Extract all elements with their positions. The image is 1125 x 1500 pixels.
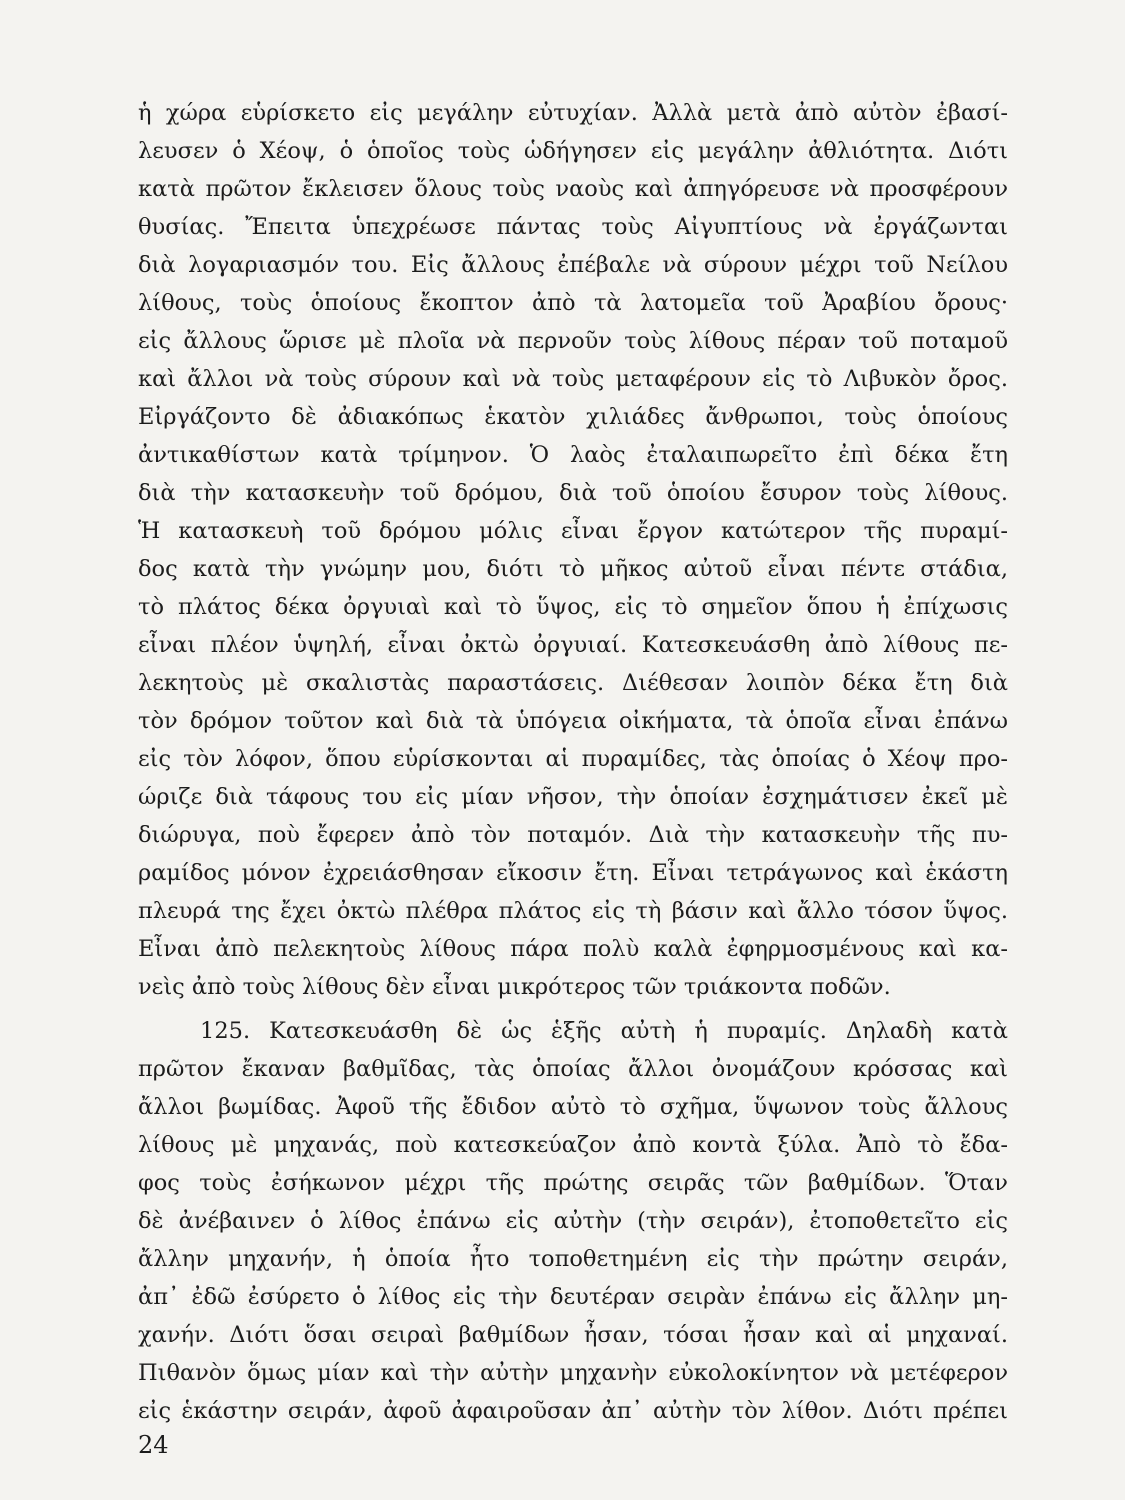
text-line: Ἡ κατασκευὴ τοῦ δρόμου μόλις εἶναι ἔργον κατώτερον τῆς πυραμί-: [138, 518, 1008, 544]
text-line: Πιθανὸν ὅμως μίαν καὶ τὴν αὐτὴν μηχανὴν εὐκολοκίνητον νὰ μετέφερον: [138, 1360, 1008, 1386]
text-line: φος τοὺς ἐσήκωνον μέχρι τῆς πρώτης σειρᾶς τῶν βαθμίδων. Ὅταν: [138, 1170, 1008, 1196]
page-number: 24: [138, 1431, 169, 1459]
text-line: Εἶναι ἀπὸ πελεκητοὺς λίθους πάρα πολὺ καλὰ ἐφηρμοσμένους καὶ κα-: [138, 936, 1008, 962]
text-line: Εἰργάζοντο δὲ ἀδιακόπως ἑκατὸν χιλιάδες ἄνθρωποι, τοὺς ὁποίους: [138, 404, 1008, 430]
text-line: εἰς ἄλλους ὥρισε μὲ πλοῖα νὰ περνοῦν τοὺς λίθους πέραν τοῦ ποταμοῦ: [138, 328, 1008, 354]
text-line: τὸ πλάτος δέκα ὀργυιαὶ καὶ τὸ ὕψος, εἰς τὸ σημεῖον ὅπου ἡ ἐπίχωσις: [138, 594, 1008, 620]
text-line: θυσίας. Ἔπειτα ὑπεχρέωσε πάντας τοὺς Αἰγυπτίους νὰ ἐργάζωνται: [138, 214, 1008, 240]
text-line: λίθους μὲ μηχανάς, ποὺ κατεσκεύαζον ἀπὸ κοντὰ ξύλα. Ἀπὸ τὸ ἔδα-: [138, 1132, 1008, 1158]
text-line: χανήν. Διότι ὅσαι σειραὶ βαθμίδων ἦσαν, τόσαι ἦσαν καὶ αἱ μηχαναί.: [138, 1322, 1008, 1348]
text-line: πλευρά της ἔχει ὀκτὼ πλέθρα πλάτος εἰς τὴ βάσιν καὶ ἄλλο τόσον ὕψος.: [138, 898, 1008, 924]
text-line: πρῶτον ἔκαναν βαθμῖδας, τὰς ὁποίας ἄλλοι ὀνομάζουν κρόσσας καὶ: [138, 1056, 1008, 1082]
paragraph-125: [138, 1012, 1008, 1430]
text-line: εἶναι πλέον ὑψηλή, εἶναι ὀκτὼ ὀργυιαί. Κατεσκευάσθη ἀπὸ λίθους πε-: [138, 632, 1008, 658]
paragraph-continued: [138, 94, 1008, 1006]
text-line: ἀπ᾽ ἐδῶ ἐσύρετο ὁ λίθος εἰς τὴν δευτέραν σειρὰν ἐπάνω εἰς ἄλλην μη-: [138, 1284, 1008, 1310]
text-line: λευσεν ὁ Χέοψ, ὁ ὁποῖος τοὺς ὡδήγησεν εἰς μεγάλην ἀθλιότητα. Διότι: [138, 138, 1008, 164]
text-line: δὲ ἀνέβαινεν ὁ λίθος ἐπάνω εἰς αὐτὴν (τὴν σειράν), ἐτοποθετεῖτο εἰς: [138, 1208, 1008, 1234]
text-line: διὰ τὴν κατασκευὴν τοῦ δρόμου, διὰ τοῦ ὁποίου ἔσυρον τοὺς λίθους.: [138, 480, 1008, 506]
text-line: ραμίδος μόνον ἐχρειάσθησαν εἴκοσιν ἔτη. Εἶναι τετράγωνος καὶ ἑκάστη: [138, 860, 1008, 886]
text-line: εἰς ἑκάστην σειράν, ἀφοῦ ἀφαιροῦσαν ἀπ᾽ αὐτὴν τὸν λίθον. Διότι πρέπει: [138, 1398, 1008, 1424]
text-line: νεὶς ἀπὸ τοὺς λίθους δὲν εἶναι μικρότερος τῶν τριάκοντα ποδῶν.: [138, 974, 891, 1000]
text-line: ἡ χώρα εὑρίσκετο εἰς μεγάλην εὐτυχίαν. Ἀλλὰ μετὰ ἀπὸ αὐτὸν ἐβασί-: [138, 100, 1008, 126]
text-line: εἰς τὸν λόφον, ὅπου εὑρίσκονται αἱ πυραμίδες, τὰς ὁποίας ὁ Χέοψ προ-: [138, 746, 1008, 772]
text-line: 125. Κατεσκευάσθη δὲ ὡς ἑξῆς αὐτὴ ἡ πυραμίς. Δηλαδὴ κατὰ: [200, 1018, 1008, 1044]
text-line: ἄλλην μηχανήν, ἡ ὁποία ἦτο τοποθετημένη εἰς τὴν πρώτην σειράν,: [138, 1246, 1008, 1272]
text-line: ώριζε διὰ τάφους του εἰς μίαν νῆσον, τὴν ὁποίαν ἐσχημάτισεν ἐκεῖ μὲ: [138, 784, 1008, 810]
text-line: ἀντικαθίστων κατὰ τρίμηνον. Ὁ λαὸς ἐταλαιπωρεῖτο ἐπὶ δέκα ἔτη: [138, 442, 1008, 468]
text-line: λεκητοὺς μὲ σκαλιστὰς παραστάσεις. Διέθεσαν λοιπὸν δέκα ἔτη διὰ: [138, 670, 1008, 696]
text-line: ἄλλοι βωμίδας. Ἀφοῦ τῆς ἔδιδον αὐτὸ τὸ σχῆμα, ὕψωνον τοὺς ἄλλους: [138, 1094, 1008, 1120]
text-line: τὸν δρόμον τοῦτον καὶ διὰ τὰ ὑπόγεια οἰκήματα, τὰ ὁποῖα εἶναι ἐπάνω: [138, 708, 1008, 734]
text-line: λίθους, τοὺς ὁποίους ἔκοπτον ἀπὸ τὰ λατομεῖα τοῦ Ἀραβίου ὄρους·: [138, 290, 1008, 316]
text-line: καὶ ἄλλοι νὰ τοὺς σύρουν καὶ νὰ τοὺς μεταφέρουν εἰς τὸ Λιβυκὸν ὄρος.: [138, 366, 1008, 392]
text-line: κατὰ πρῶτον ἔκλεισεν ὅλους τοὺς ναοὺς καὶ ἀπηγόρευσε νὰ προσφέρουν: [138, 176, 1008, 202]
text-line: διὰ λογαριασμόν του. Εἰς ἄλλους ἐπέβαλε νὰ σύρουν μέχρι τοῦ Νείλου: [138, 252, 1008, 278]
text-line: διώρυγα, ποὺ ἔφερεν ἀπὸ τὸν ποταμόν. Διὰ τὴν κατασκευὴν τῆς πυ-: [138, 822, 1008, 848]
text-line: δος κατὰ τὴν γνώμην μου, διότι τὸ μῆκος αὐτοῦ εἶναι πέντε στάδια,: [138, 556, 1008, 582]
